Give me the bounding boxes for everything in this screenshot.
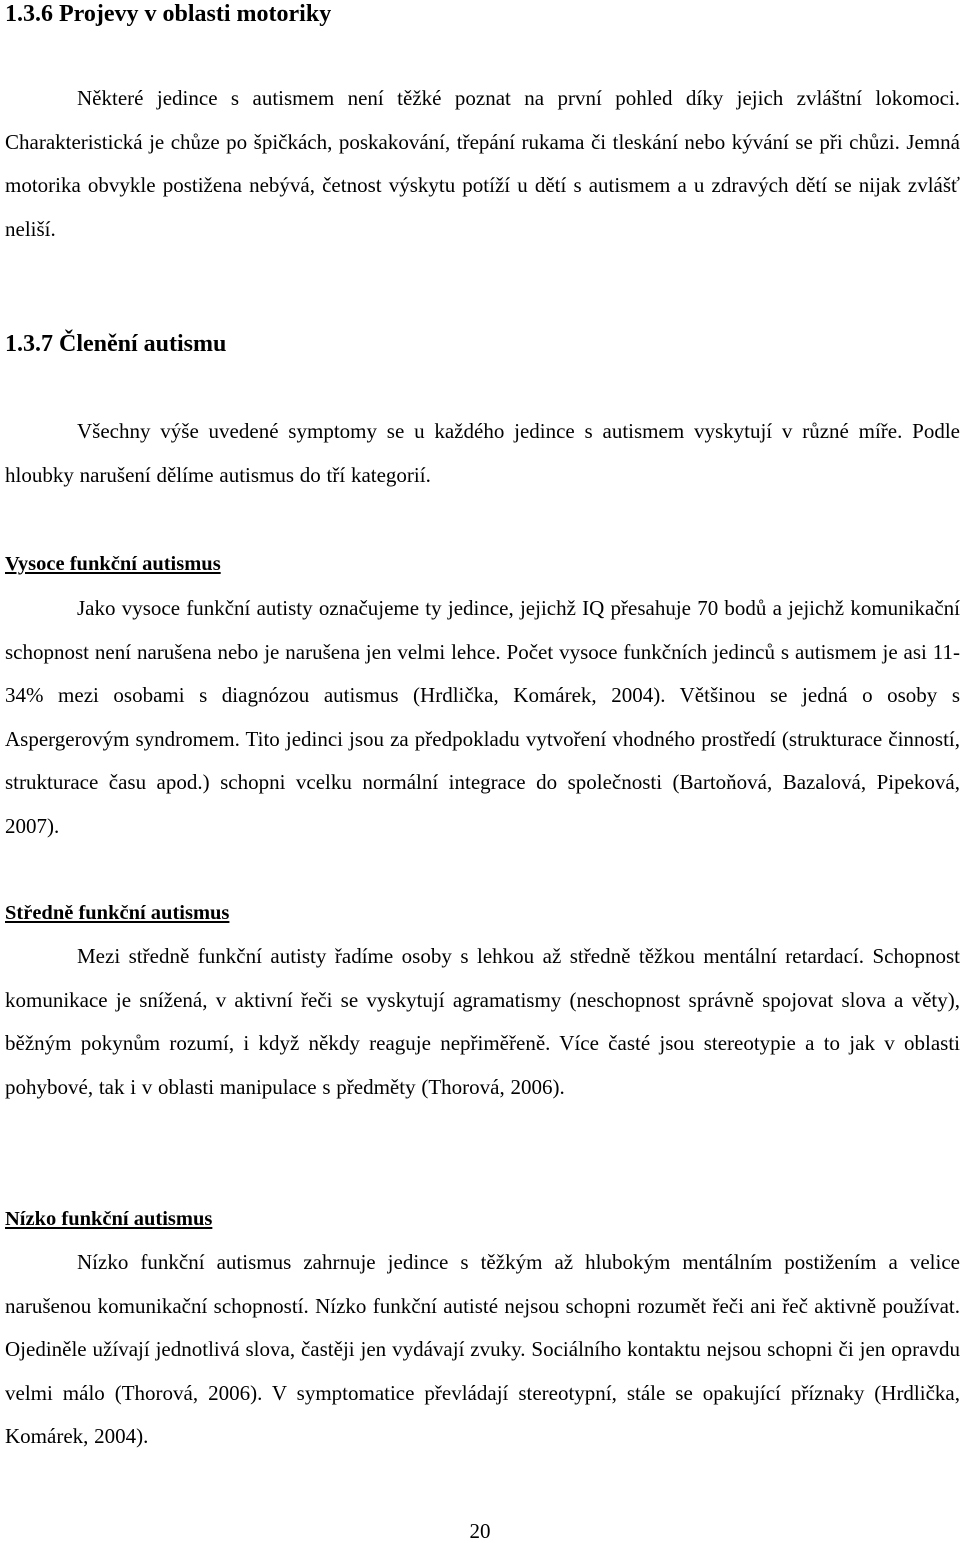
paragraph-medium-functioning: Mezi středně funkční autisty řadíme osoby s lehkou až středně těžkou mentální retardací. Schopnost komunikace je snížená, v aktivní řeči se vyskytují agramatismy (neschopnost správně spojovat slova a věty), běžným pokynům rozumí, i když někdy reaguje nepřiměřeně. Více časté jsou stereotypie a to jak v oblasti pohybové, tak i v oblasti manipulace s předměty (Thorová, 2006).: [5, 944, 960, 1099]
paragraph-motor-skills: Některé jedince s autismem není těžké poznat na první pohled díky jejich zvláštní lokomoci. Charakteristická je chůze po špičkách, poskakování, třepání rukama či tleskání nebo kývání se při chůzi. Jemná motorika obvykle postižena nebývá, četnost výskytu potíží u dětí s autismem a u zdravých dětí se nijak zvlášť neliší.: [5, 86, 960, 241]
paragraph-autism-classification: Všechny výše uvedené symptomy se u každého jedince s autismem vyskytují v různé míře. Podle hloubky narušení dělíme autismus do tří kategorií.: [5, 419, 960, 487]
category-heading-high-functioning: Vysoce funkční autismus: [5, 553, 221, 575]
category-heading-low-functioning: Nízko funkční autismus: [5, 1208, 213, 1230]
paragraph-high-functioning: Jako vysoce funkční autisty označujeme ty jedince, jejichž IQ přesahuje 70 bodů a jejichž komunikační schopnost není narušena nebo je narušena jen velmi lehce. Počet vysoce funkčních jedinců s autismem je asi 11-34% mezi osobami s diagnózou autismus (Hrdlička, Komárek, 2004). Většinou se jedná o osoby s Aspergerovým syndromem. Tito jedinci jsou za předpokladu vytvoření vhodného prostředí (strukturace činností, strukturace času apod.) schopni vcelku normální integrace do společnosti (Bartoňová, Bazalová, Pipeková, 2007).: [5, 596, 960, 838]
section-heading-motor-skills: 1.3.6 Projevy v oblasti motoriky: [5, 1, 332, 27]
paragraph-low-functioning: Nízko funkční autismus zahrnuje jedince s těžkým až hlubokým mentálním postižením a velice narušenou komunikační schopností. Nízko funkční autisté nejsou schopni rozumět řeči ani řeč aktivně používat. Ojediněle užívají jednotlivá slova, častěji jen vydávají zvuky. Sociálního kontaktu nejsou schopni či jen opravdu velmi málo (Thorová, 2006). V symptomatice převládají stereotypní, stále se opakující příznaky (Hrdlička, Komárek, 2004).: [5, 1250, 960, 1448]
section-heading-autism-classification: 1.3.7 Členění autismu: [5, 331, 227, 357]
category-heading-medium-functioning: Středně funkční autismus: [5, 902, 230, 924]
page-number: 20: [469, 1519, 491, 1543]
